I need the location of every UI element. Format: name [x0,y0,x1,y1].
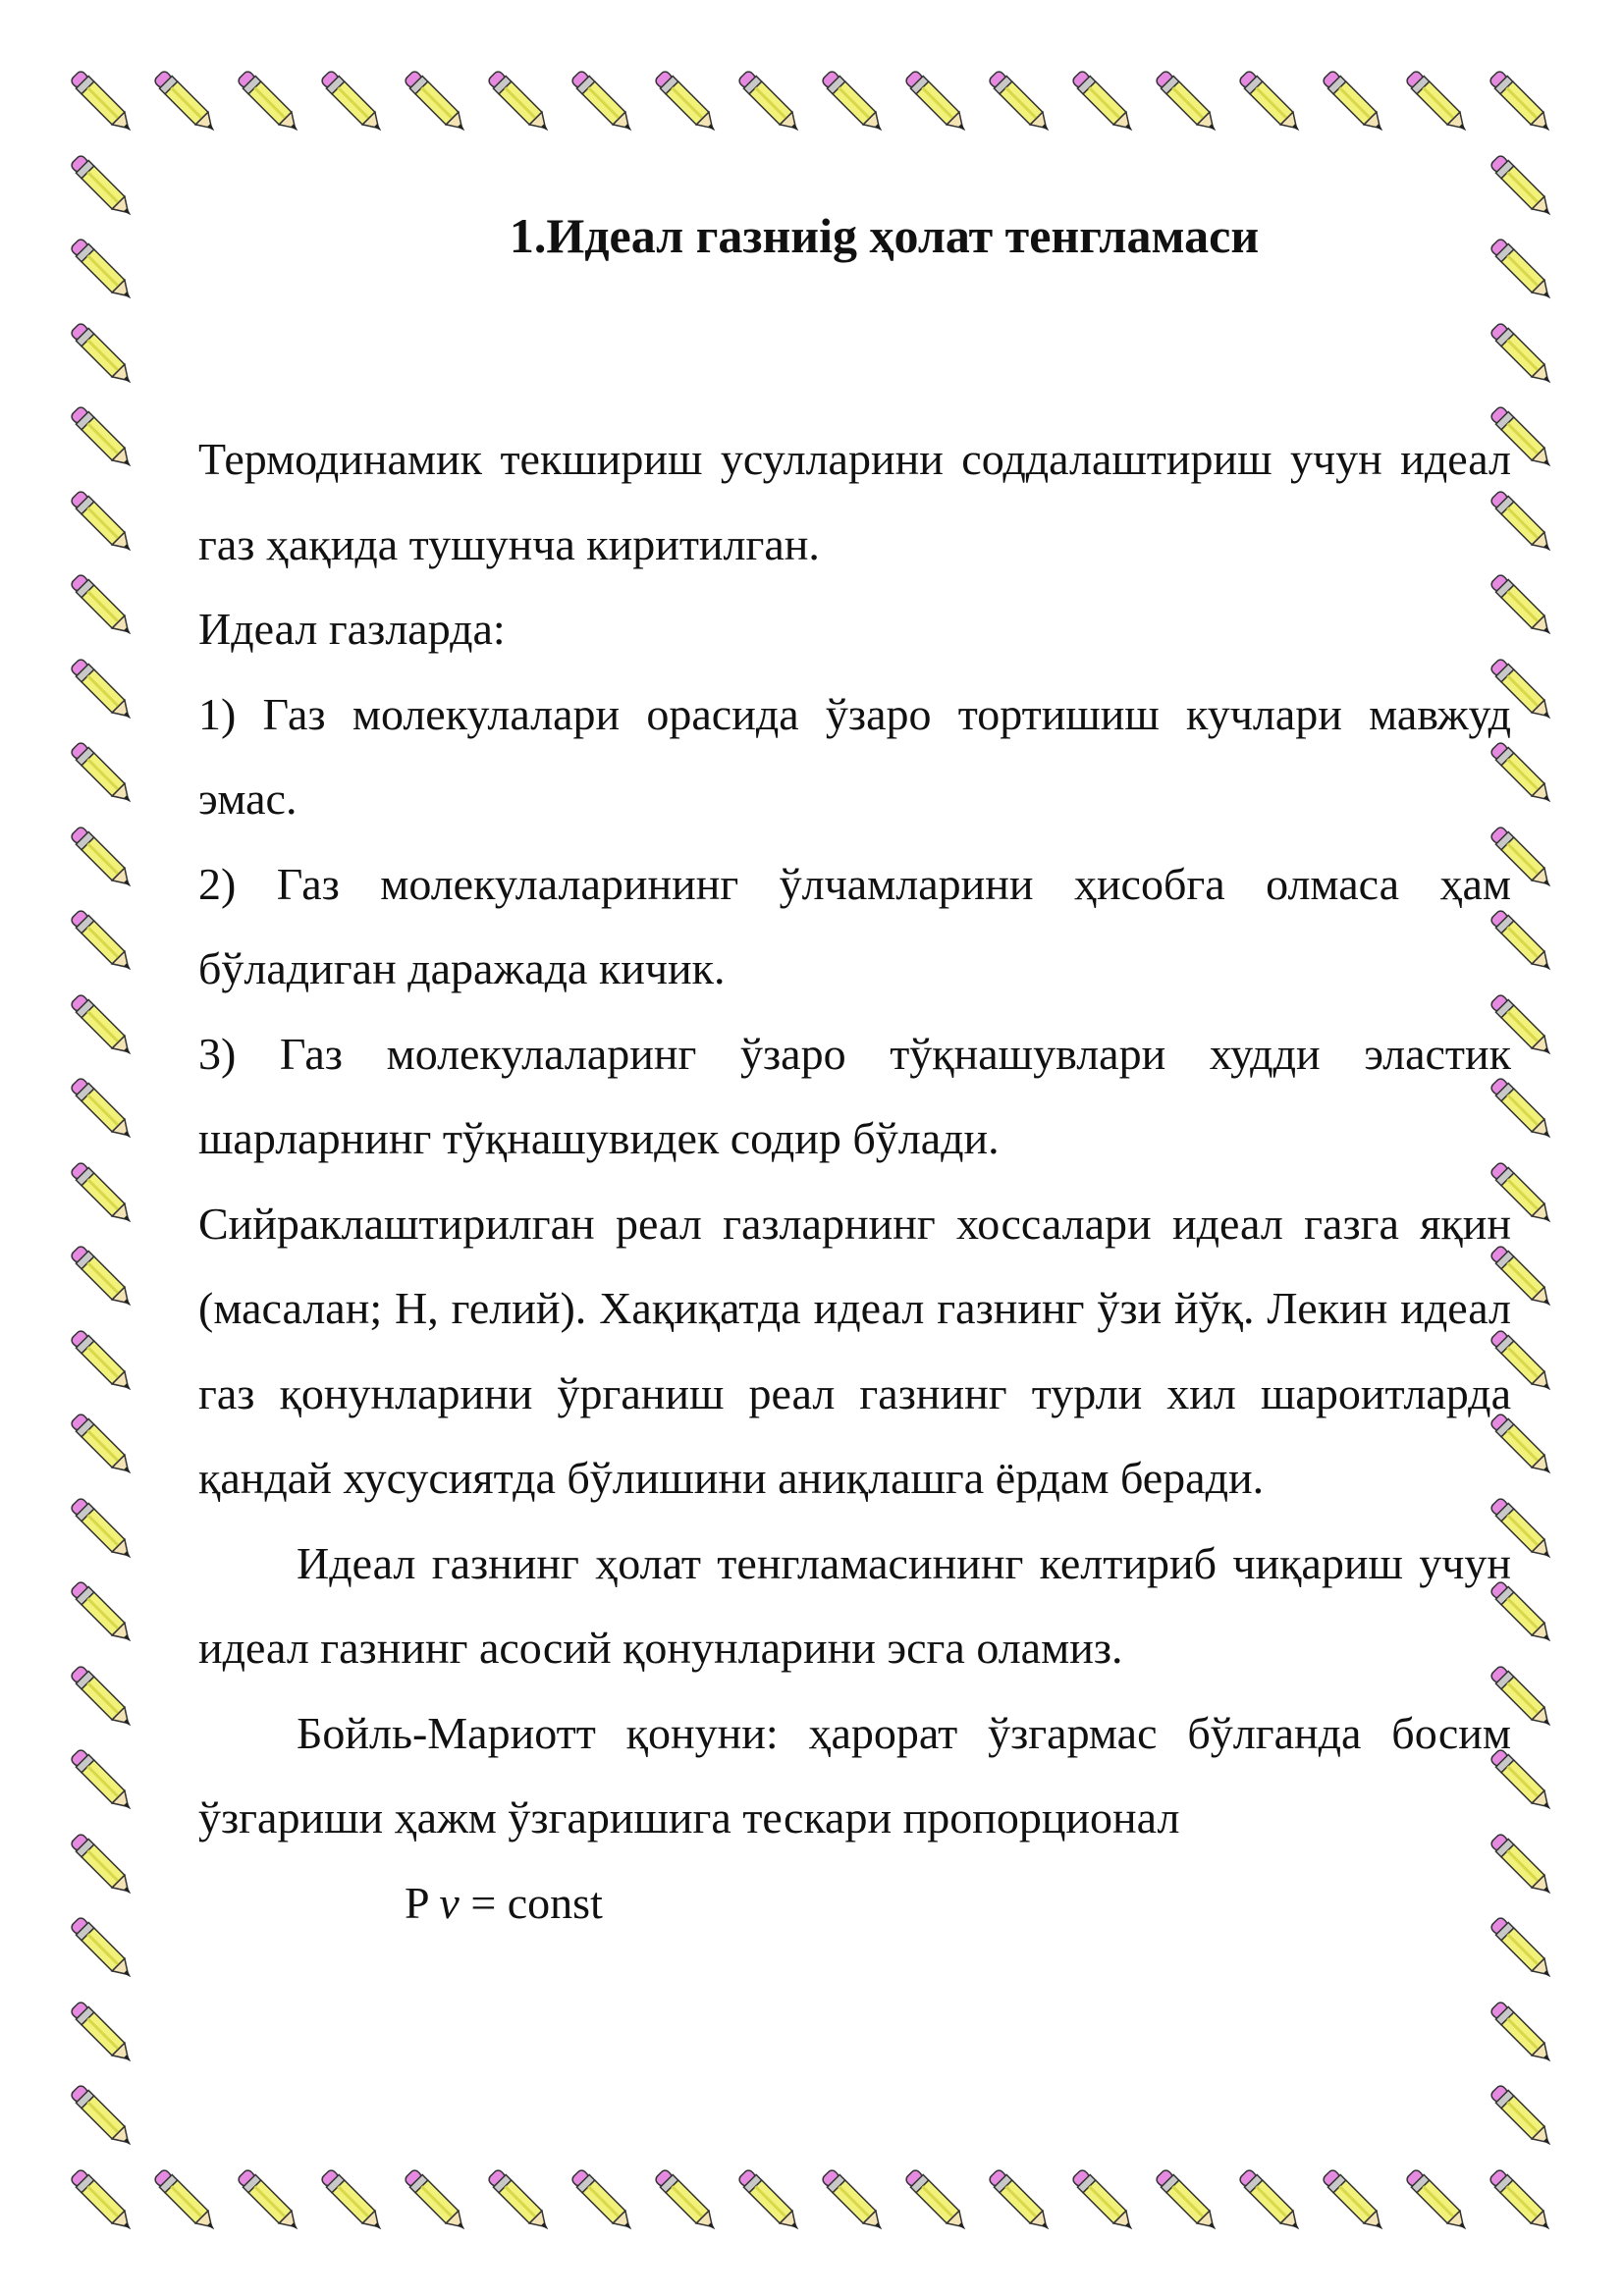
paragraph-boyle-mariotte: Бойль-Мариотт қонуни: ҳарорат ўзгармас бўлганда босим ўзгариши ҳажм ўзгаришига тескари пропорционал [198,1707,1511,1842]
pencil-icon [895,61,980,145]
paragraph-equation-intro: Идеал газнинг ҳолат тенгламасининг келтириб чиқариш учун идеал газнинг асосий қонунларини эсга оламиз. [198,1537,1511,1673]
pencil-icon [61,397,145,481]
page-title: 1.Идеал газниig ҳолат тенгламаси [509,208,1260,263]
formula-boyle-mariotte [198,1861,1511,1947]
pencil-icon [61,649,145,733]
pencil-icon [61,1739,145,1824]
pencil-icon [729,2160,813,2244]
pencil-icon [61,1236,145,1320]
pencil-icon [812,61,896,145]
pencil-icon [645,61,730,145]
paragraph-item-3: 3) Газ молекулаларинг ўзаро тўқнашувлари худди эластик шарларнинг тўқнашувидек содир бўлади. [198,1028,1511,1163]
pencil-icon [61,564,145,649]
pencil-icon [61,1152,145,1237]
pencil-icon [645,2160,730,2244]
pencil-icon [61,900,145,985]
formula-variable: v [439,1877,460,1928]
formula-right: = const [459,1877,603,1928]
pencil-icon [61,2075,145,2160]
pencil-icon [1480,2160,1564,2244]
pencil-icon [144,2160,229,2244]
pencil-icon [61,481,145,565]
pencil-icon [812,2160,896,2244]
pencil-icon [311,61,396,145]
pencil-icon [562,2160,646,2244]
pencil-icon [61,1404,145,1488]
formula-left: P [405,1877,440,1928]
pencil-icon [979,2160,1063,2244]
pencil-icon [979,61,1063,145]
pencil-icon [61,1320,145,1405]
paragraph-intro: Термодинамик текшириш усулларини соддалаштириш учун идеал газ ҳақида тушунча киритилган. [198,434,1511,569]
paragraph-list-heading: Идеал газларда: [198,604,506,654]
pencil-icon [1229,61,1314,145]
pencil-icon [1313,2160,1397,2244]
paragraph-real-gases: Сийраклаштирилган реал газларнинг хоссалари идеал газга яқин (масалан; Н, гелий). Хақиқатда идеал газнинг ўзи йўқ. Лекин идеал газ қонунларини ўрганиш реал газнинг турли хил шароитларда қандай хусусиятда бўлишини аниқлашга ёрдам беради. [198,1198,1511,1503]
pencil-icon [1396,2160,1481,2244]
pencil-icon [1313,61,1397,145]
pencil-icon [61,1824,145,1908]
pencil-icon [61,1656,145,1740]
pencil-icon [1146,61,1230,145]
pencil-icon [61,1488,145,1573]
pencil-icon [61,985,145,1069]
pencil-icon [228,61,312,145]
pencil-icon [61,1572,145,1656]
pencil-icon [61,2160,145,2244]
pencil-icon [61,1907,145,1992]
pencil-icon [1480,61,1564,145]
pencil-icon [478,2160,563,2244]
pencil-icon [61,1992,145,2076]
pencil-icon [1481,2075,1565,2160]
paragraph-item-1: 1) Газ молекулалари орасида ўзаро тортишиш кучлари мавжуд эмас. [198,688,1511,824]
pencil-icon [1146,2160,1230,2244]
pencil-icon [1062,61,1147,145]
pencil-icon [1481,1992,1565,2076]
pencil-icon [61,313,145,398]
pencil-icon [311,2160,396,2244]
pencil-icon [61,817,145,901]
pencil-icon [1396,61,1481,145]
pencil-icon [61,732,145,817]
pencil-icon [228,2160,312,2244]
pencil-icon [478,61,563,145]
pencil-icon [1062,2160,1147,2244]
pencil-icon [395,61,479,145]
pencil-icon [61,1068,145,1152]
pencil-icon [61,145,145,230]
pencil-icon [729,61,813,145]
pencil-icon [144,61,229,145]
pencil-icon [562,61,646,145]
document-body [198,201,1511,1946]
pencil-icon [61,61,145,145]
pencil-icon [395,2160,479,2244]
pencil-icon [61,229,145,313]
pencil-icon [895,2160,980,2244]
pencil-icon [1229,2160,1314,2244]
paragraph-item-2: 2) Газ молекулаларининг ўлчамларини ҳисобга олмаса ҳам бўладиган даражада кичик. [198,858,1511,993]
